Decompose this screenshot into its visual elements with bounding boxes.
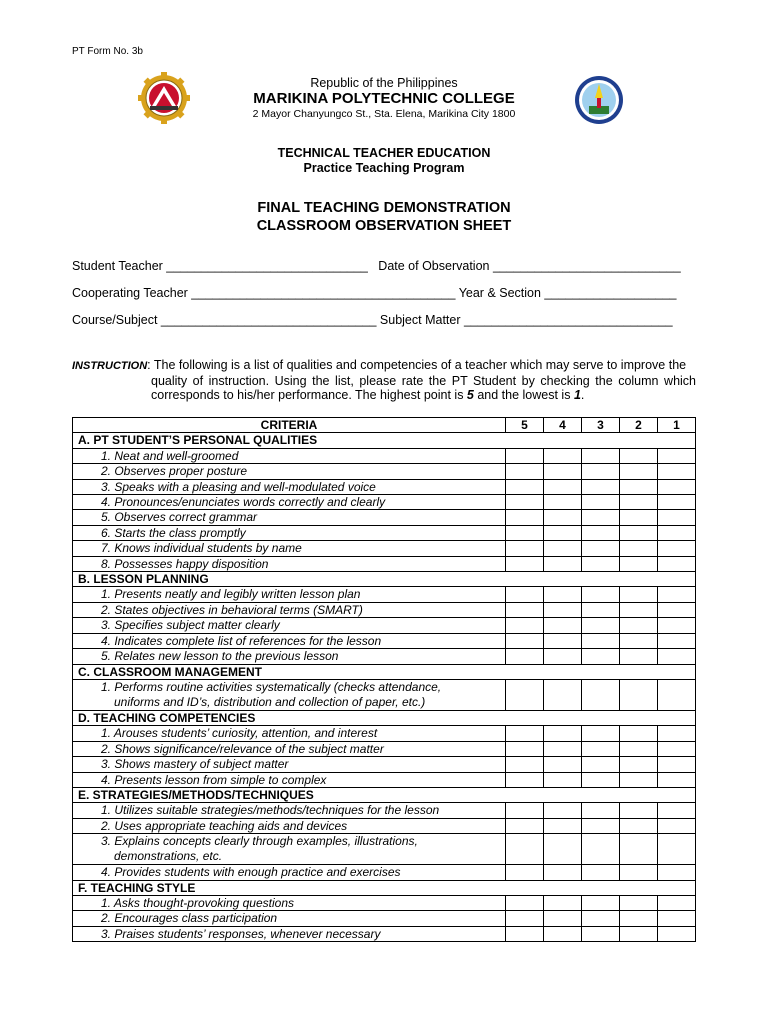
rating-cell-1[interactable] [658,479,696,494]
criteria-header: CRITERIA [73,418,506,433]
rating-cell-5[interactable] [506,679,544,710]
rating-cell-2[interactable] [620,772,658,787]
criterion-label: 6. Starts the class promptly [73,525,506,540]
rating-cell-3[interactable] [582,464,620,479]
rating-cell-5[interactable] [506,911,544,926]
criteria-row [73,772,696,787]
rating-cell-5[interactable] [506,726,544,741]
form-title-line1: FINAL TEACHING DEMONSTRATION [257,200,511,216]
rating-cell-2[interactable] [620,618,658,633]
criteria-row [73,649,696,664]
criteria-row [73,541,696,556]
rating-cell-4[interactable] [544,525,582,540]
criterion-label [73,834,506,865]
rating-cell-3[interactable] [582,633,620,648]
rating-cell-2[interactable] [620,649,658,664]
rating-cell-4[interactable] [544,865,582,880]
criterion-label: 4. Indicates complete list of references for the lesson [73,633,506,648]
score-header-2: 2 [620,418,658,433]
section-row [73,880,696,895]
criteria-row [73,911,696,926]
rating-cell-4[interactable] [544,726,582,741]
rating-cell-5[interactable] [506,926,544,941]
rating-cell-5[interactable] [506,479,544,494]
rating-cell-2[interactable] [620,448,658,463]
instruction-text-mid: and the lowest is [473,388,574,403]
criteria-row [73,602,696,617]
rating-cell-1[interactable] [658,865,696,880]
rating-cell-3[interactable] [582,587,620,602]
rating-cell-3[interactable] [582,726,620,741]
rating-cell-2[interactable] [620,633,658,648]
rating-cell-1[interactable] [658,818,696,833]
rating-cell-5[interactable] [506,448,544,463]
rating-cell-3[interactable] [582,556,620,571]
criteria-row [73,679,696,710]
criteria-row [73,865,696,880]
criterion-label: 8. Possesses happy disposition [73,556,506,571]
rating-cell-1[interactable] [658,649,696,664]
criteria-row [73,479,696,494]
instruction-paragraph [72,358,696,403]
rating-cell-2[interactable] [620,818,658,833]
rating-cell-1[interactable] [658,757,696,772]
criteria-row [73,556,696,571]
rating-cell-3[interactable] [582,479,620,494]
rating-cell-1[interactable] [658,510,696,525]
course-subject-matter-field-row[interactable]: Course/Subject _______________________________ Subject Matter ______________________________ [72,313,673,327]
college-name: MARIKINA POLYTECHNIC COLLEGE [253,90,515,107]
criterion-label: 2. States objectives in behavioral terms (SMART) [73,602,506,617]
criteria-row [73,510,696,525]
rating-cell-4[interactable] [544,649,582,664]
rating-cell-5[interactable] [506,803,544,818]
rating-cell-5[interactable] [506,834,544,865]
criterion-label: 3. Praises students’ responses, whenever necessary [73,926,506,941]
rating-cell-1[interactable] [658,834,696,865]
rating-cell-2[interactable] [620,495,658,510]
rating-cell-2[interactable] [620,757,658,772]
criterion-label: 1. Utilizes suitable strategies/methods/techniques for the lesson [73,803,506,818]
rating-cell-3[interactable] [582,911,620,926]
section-row [73,433,696,448]
criteria-row [73,757,696,772]
rating-cell-1[interactable] [658,926,696,941]
rating-cell-2[interactable] [620,679,658,710]
rating-cell-2[interactable] [620,556,658,571]
rating-cell-3[interactable] [582,649,620,664]
rating-cell-1[interactable] [658,618,696,633]
rating-cell-3[interactable] [582,525,620,540]
rating-cell-2[interactable] [620,926,658,941]
rating-cell-1[interactable] [658,772,696,787]
college-address: 2 Mayor Chanyungco St., Sta. Elena, Marikina City 1800 [252,108,516,120]
rating-cell-4[interactable] [544,479,582,494]
table-header-row [73,418,696,433]
rating-cell-1[interactable] [658,448,696,463]
instruction-text-rest: quality of instruction. Using the list, please rate the PT Student by checking the column which corresponds to his/her performance. The highest point is [151,373,696,403]
rating-cell-3[interactable] [582,772,620,787]
rating-cell-5[interactable] [506,587,544,602]
rating-cell-5[interactable] [506,602,544,617]
section-row [73,787,696,802]
rating-cell-4[interactable] [544,602,582,617]
criterion-label: 5. Relates new lesson to the previous lesson [73,649,506,664]
criteria-row [73,587,696,602]
criteria-row [73,803,696,818]
criterion-label: 3. Shows mastery of subject matter [73,757,506,772]
rating-cell-2[interactable] [620,726,658,741]
score-header-3: 3 [582,418,620,433]
criterion-label: 1. Arouses students’ curiosity, attention, and interest [73,726,506,741]
rating-cell-1[interactable] [658,911,696,926]
observation-criteria-table [72,417,696,942]
rating-cell-5[interactable] [506,649,544,664]
rating-cell-5[interactable] [506,495,544,510]
rating-cell-1[interactable] [658,464,696,479]
instruction-text-first: : The following is a list of qualities and competencies of a teacher which may serve to improve the [147,358,687,372]
section-title: E. STRATEGIES/METHODS/TECHNIQUES [73,787,696,802]
rating-cell-2[interactable] [620,479,658,494]
rating-cell-2[interactable] [620,602,658,617]
rating-cell-3[interactable] [582,895,620,910]
rating-cell-2[interactable] [620,865,658,880]
criteria-row [73,834,696,865]
rating-cell-5[interactable] [506,541,544,556]
criterion-label: 4. Provides students with enough practice and exercises [73,865,506,880]
criterion-label: 2. Shows significance/relevance of the subject matter [73,741,506,756]
criterion-label: 4. Presents lesson from simple to complex [73,772,506,787]
rating-cell-2[interactable] [620,741,658,756]
criterion-line-continued: demonstrations, etc. [114,849,223,864]
rating-cell-3[interactable] [582,741,620,756]
rating-cell-1[interactable] [658,495,696,510]
rating-cell-5[interactable] [506,818,544,833]
rating-cell-4[interactable] [544,448,582,463]
instruction-text-end: . [580,388,585,403]
criterion-label: 2. Encourages class participation [73,911,506,926]
criterion-label: 2. Observes proper posture [73,464,506,479]
criterion-label: 1. Asks thought-provoking questions [73,895,506,910]
rating-cell-5[interactable] [506,865,544,880]
criterion-line: 1. Performs routine activities systematically (checks attendance, [101,679,442,694]
rating-cell-4[interactable] [544,911,582,926]
rating-cell-4[interactable] [544,803,582,818]
criterion-label: 1. Neat and well-groomed [73,448,506,463]
student-teacher-date-field-row[interactable]: Student Teacher _____________________________ Date of Observation ___________________________ [72,259,681,273]
rating-cell-4[interactable] [544,926,582,941]
highest-point: 5 [466,388,474,403]
criteria-row [73,633,696,648]
rating-cell-1[interactable] [658,633,696,648]
rating-cell-3[interactable] [582,448,620,463]
rating-cell-1[interactable] [658,895,696,910]
criterion-label: 7. Knows individual students by name [73,541,506,556]
criteria-table-body [73,433,696,942]
rating-cell-1[interactable] [658,587,696,602]
criteria-row [73,464,696,479]
rating-cell-3[interactable] [582,495,620,510]
rating-cell-5[interactable] [506,510,544,525]
criterion-line: 3. Explains concepts clearly through examples, illustrations, [101,834,418,849]
cooperating-teacher-year-section-field-row[interactable]: Cooperating Teacher ______________________________________ Year & Section ___________________ [72,286,677,300]
rating-cell-2[interactable] [620,510,658,525]
criteria-row [73,895,696,910]
rating-cell-3[interactable] [582,602,620,617]
program-heading: Practice Teaching Program [303,161,465,175]
republic-heading: Republic of the Philippines [310,76,458,90]
criteria-row [73,726,696,741]
rating-cell-2[interactable] [620,834,658,865]
rating-cell-5[interactable] [506,556,544,571]
rating-cell-5[interactable] [506,772,544,787]
rating-cell-1[interactable] [658,556,696,571]
criterion-label: 3. Speaks with a pleasing and well-modulated voice [73,479,506,494]
rating-cell-3[interactable] [582,834,620,865]
criterion-label: 4. Pronounces/enunciates words correctly and clearly [73,495,506,510]
criterion-label: 5. Observes correct grammar [73,510,506,525]
criteria-row [73,618,696,633]
rating-cell-3[interactable] [582,541,620,556]
rating-cell-2[interactable] [620,541,658,556]
score-header-1: 1 [658,418,696,433]
criteria-row [73,741,696,756]
rating-cell-2[interactable] [620,803,658,818]
rating-cell-3[interactable] [582,618,620,633]
rating-cell-4[interactable] [544,772,582,787]
section-title: C. CLASSROOM MANAGEMENT [73,664,696,679]
section-title: D. TEACHING COMPETENCIES [73,710,696,725]
criteria-row [73,525,696,540]
rating-cell-3[interactable] [582,803,620,818]
section-title: A. PT STUDENT’S PERSONAL QUALITIES [73,433,696,448]
rating-cell-5[interactable] [506,741,544,756]
criterion-label: 2. Uses appropriate teaching aids and devices [73,818,506,833]
rating-cell-3[interactable] [582,679,620,710]
rating-cell-1[interactable] [658,541,696,556]
rating-cell-1[interactable] [658,803,696,818]
rating-cell-4[interactable] [544,633,582,648]
rating-cell-2[interactable] [620,895,658,910]
criterion-label [73,679,506,710]
rating-cell-5[interactable] [506,525,544,540]
rating-cell-4[interactable] [544,618,582,633]
rating-cell-4[interactable] [544,541,582,556]
criteria-row [73,448,696,463]
rating-cell-1[interactable] [658,726,696,741]
rating-cell-3[interactable] [582,926,620,941]
section-row [73,710,696,725]
section-row [73,664,696,679]
rating-cell-4[interactable] [544,587,582,602]
rating-cell-1[interactable] [658,741,696,756]
instruction-label: INSTRUCTION [72,360,148,372]
rating-cell-5[interactable] [506,618,544,633]
rating-cell-4[interactable] [544,741,582,756]
rating-cell-3[interactable] [582,818,620,833]
rating-cell-1[interactable] [658,679,696,710]
rating-cell-4[interactable] [544,510,582,525]
rating-cell-4[interactable] [544,757,582,772]
rating-cell-2[interactable] [620,587,658,602]
department-heading: TECHNICAL TEACHER EDUCATION [277,146,491,160]
rating-cell-1[interactable] [658,602,696,617]
criteria-row [73,495,696,510]
criteria-row [73,926,696,941]
criterion-label: 1. Presents neatly and legibly written lesson plan [73,587,506,602]
rating-cell-2[interactable] [620,464,658,479]
rating-cell-5[interactable] [506,895,544,910]
rating-cell-2[interactable] [620,911,658,926]
rating-cell-4[interactable] [544,834,582,865]
rating-cell-4[interactable] [544,679,582,710]
criteria-row [73,818,696,833]
form-title-line2: CLASSROOM OBSERVATION SHEET [256,218,512,234]
criterion-label: 3. Specifies subject matter clearly [73,618,506,633]
rating-cell-3[interactable] [582,510,620,525]
rating-cell-5[interactable] [506,757,544,772]
rating-cell-1[interactable] [658,525,696,540]
rating-cell-3[interactable] [582,865,620,880]
section-title: B. LESSON PLANNING [73,572,696,587]
rating-cell-5[interactable] [506,633,544,648]
rating-cell-4[interactable] [544,818,582,833]
rating-cell-5[interactable] [506,464,544,479]
section-row [73,572,696,587]
lowest-point: 1 [573,388,581,403]
rating-cell-3[interactable] [582,757,620,772]
score-header-5: 5 [506,418,544,433]
rating-cell-4[interactable] [544,556,582,571]
section-title: F. TEACHING STYLE [73,880,696,895]
rating-cell-4[interactable] [544,464,582,479]
rating-cell-2[interactable] [620,525,658,540]
rating-cell-4[interactable] [544,895,582,910]
criterion-line-continued: uniforms and ID’s, distribution and collection of paper, etc.) [114,694,426,709]
rating-cell-4[interactable] [544,495,582,510]
score-header-4: 4 [544,418,582,433]
form-number: PT Form No. 3b [72,46,143,57]
